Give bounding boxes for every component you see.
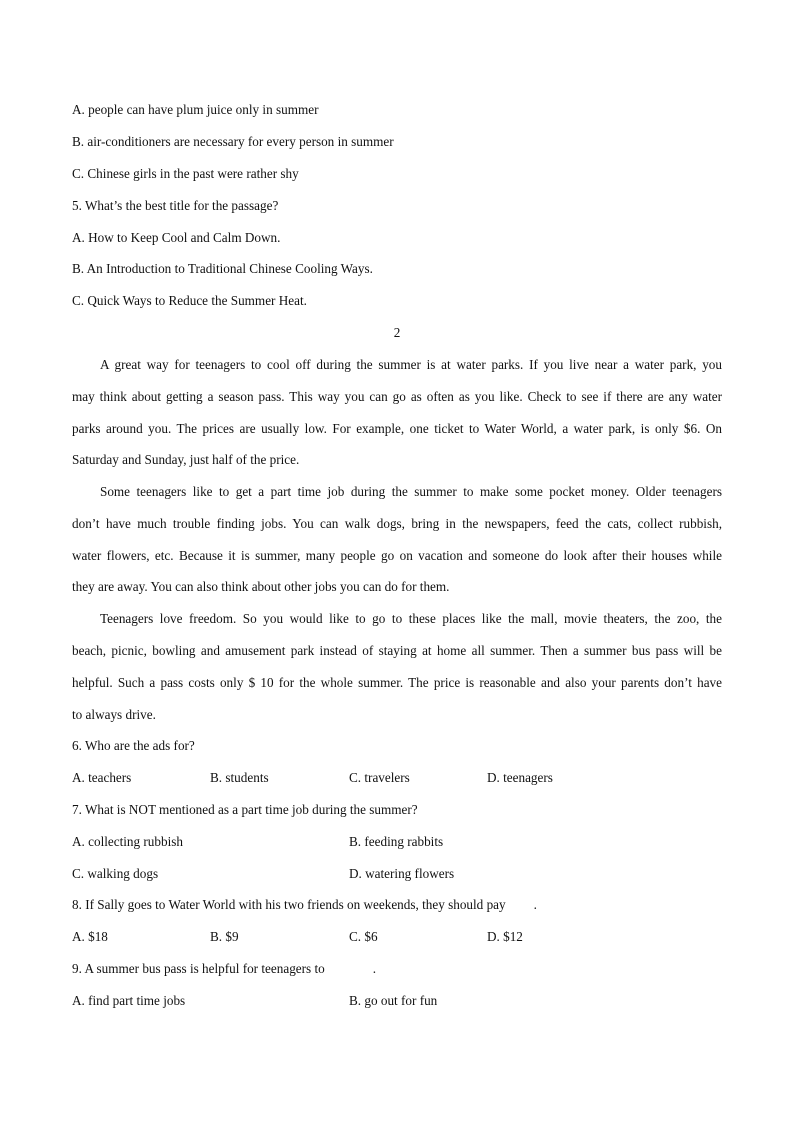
q7-option-a: A. collecting rubbish — [72, 834, 183, 849]
paragraph-1-line: A great way for teenagers to cool off during the summer is at water parks. If you live near a water park, you — [100, 357, 722, 372]
paragraph-3-line: helpful. Such a pass costs only $ 10 for the whole summer. The price is reasonable and also your parents don’t have — [72, 675, 722, 690]
question-5: 5. What’s the best title for the passage? — [72, 198, 279, 213]
question-8-end: . — [533, 897, 537, 912]
paragraph-3-line: to always drive. — [72, 707, 156, 722]
q8-option-c: C. $6 — [349, 929, 378, 944]
q7-option-c: C. walking dogs — [72, 866, 159, 881]
question-6: 6. Who are the ads for? — [72, 738, 195, 753]
paragraph-2-line: Some teenagers like to get a part time job during the summer to make some pocket money. Older teenagers — [100, 484, 722, 499]
q5-option-c: C. Quick Ways to Reduce the Summer Heat. — [72, 293, 307, 308]
q6-option-b: B. students — [210, 770, 269, 785]
q8-option-b: B. $9 — [210, 929, 239, 944]
prev-option-b: B. air-conditioners are necessary for every person in summer — [72, 134, 394, 149]
q6-option-c: C. travelers — [349, 770, 410, 785]
paragraph-3-line: Teenagers love freedom. So you would like to go to these places like the mall, movie theaters, the zoo, the — [100, 611, 722, 626]
question-9-end: . — [372, 961, 377, 976]
q6-option-a: A. teachers — [72, 770, 132, 785]
question-8 — [72, 896, 537, 914]
q6-option-d: D. teenagers — [487, 770, 553, 785]
question-9-text: 9. A summer bus pass is helpful for teenagers to — [72, 961, 325, 976]
q7-option-d: D. watering flowers — [349, 866, 455, 881]
question-9 — [72, 960, 376, 978]
q8-option-a: A. $18 — [72, 929, 108, 944]
paragraph-2-line: they are away. You can also think about other jobs you can do for them. — [72, 579, 450, 594]
paragraph-2-line: water flowers, etc. Because it is summer, many people go on vacation and someone do look after their houses while — [72, 548, 722, 563]
prev-option-c: C. Chinese girls in the past were rather shy — [72, 166, 299, 181]
q5-option-a: A. How to Keep Cool and Calm Down. — [72, 230, 281, 245]
q9-option-a: A. find part time jobs — [72, 993, 186, 1008]
section-number: 2 — [393, 325, 401, 340]
prev-option-a: A. people can have plum juice only in summer — [72, 102, 319, 117]
paragraph-1-line: Saturday and Sunday, just half of the price. — [72, 452, 300, 467]
question-8-text: 8. If Sally goes to Water World with his two friends on weekends, they should pay — [72, 897, 506, 912]
paragraph-3-line: beach, picnic, bowling and amusement park instead of staying at home all summer. Then a summer bus pass will be — [72, 643, 722, 658]
paragraph-1-line: may think about getting a season pass. This way you can go as often as you like. Check to see if there are any water — [72, 389, 722, 404]
q5-option-b: B. An Introduction to Traditional Chinese Cooling Ways. — [72, 261, 373, 276]
question-7: 7. What is NOT mentioned as a part time job during the summer? — [72, 802, 418, 817]
q9-option-b: B. go out for fun — [349, 993, 438, 1008]
paragraph-1-line: parks around you. The prices are usually low. For example, one ticket to Water World, a water park, is only $6. On — [72, 421, 722, 436]
q7-option-b: B. feeding rabbits — [349, 834, 444, 849]
paragraph-2-line: don’t have much trouble finding jobs. You can walk dogs, bring in the newspapers, feed the cats, collect rubbish, — [72, 516, 722, 531]
q8-option-d: D. $12 — [487, 929, 523, 944]
